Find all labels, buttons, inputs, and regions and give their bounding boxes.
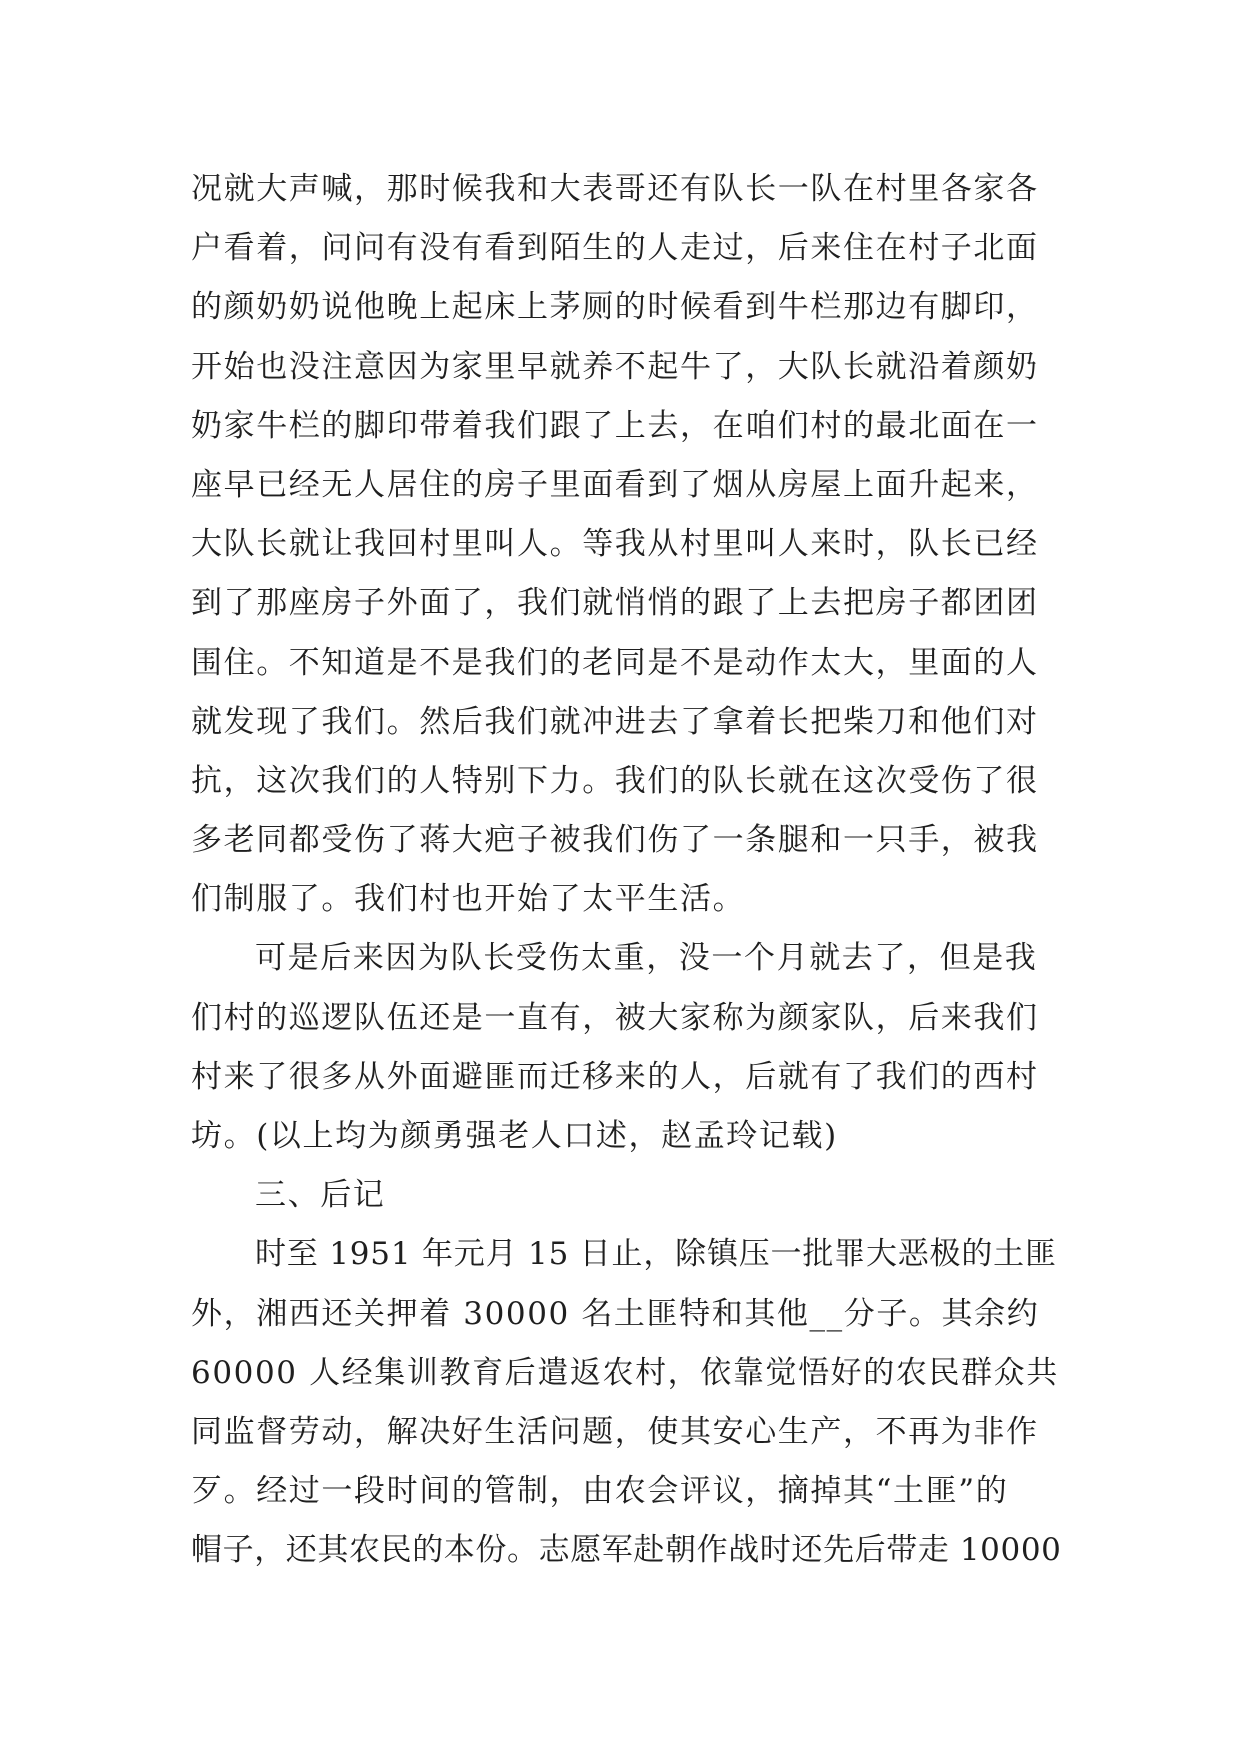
text-line: 村来了很多从外面避匪而迁移来的人，后就有了我们的西村 <box>191 1058 1039 1095</box>
text-line: 奶家牛栏的脚印带着我们跟了上去，在咱们村的最北面在一 <box>191 407 1039 444</box>
paragraph-first-line: 可是后来因为队长受伤太重，没一个月就去了，但是我 <box>255 940 1038 977</box>
paragraph-first-line: 时至 1951 年元月 15 日止，除镇压一批罪大恶极的土匪 <box>255 1236 1057 1273</box>
text-line: 多老同都受伤了蒋大疤子被我们伤了一条腿和一只手，被我 <box>191 822 1039 859</box>
text-line: 况就大声喊，那时候我和大表哥还有队长一队在村里各家各 <box>191 171 1039 207</box>
text-line: 到了那座房子外面了，我们就悄悄的跟了上去把房子都团团 <box>191 585 1039 622</box>
text-line: 60000 人经集训教育后遣返农村，依靠觉悟好的农民群众共 <box>191 1354 1059 1391</box>
text-line: 帽子，还其农民的本份。志愿军赴朝作战时还先后带走 10000 <box>191 1532 1062 1569</box>
text-line: 们制服了。我们村也开始了太平生活。 <box>191 881 746 918</box>
text-line: 围住。不知道是不是我们的老同是不是动作太大，里面的人 <box>191 644 1039 681</box>
text-line: 歹。经过一段时间的管制，由农会评议，摘掉其“土匪”的 <box>191 1473 1009 1510</box>
text-line: 外，湘西还关押着 30000 名土匪特和其他__分子。其余约 <box>191 1295 1040 1332</box>
text-line: 大队长就让我回村里叫人。等我从村里叫人来时，队长已经 <box>191 526 1039 563</box>
text-line: 们村的巡逻队伍还是一直有，被大家称为颜家队，后来我们 <box>191 999 1039 1036</box>
text-line: 的颜奶奶说他晚上起床上茅厕的时候看到牛栏那边有脚印， <box>191 289 1039 326</box>
body-text <box>191 160 1061 1581</box>
text-line: 同监督劳动，解决好生活问题，使其安心生产，不再为非作 <box>191 1413 1039 1450</box>
text-line: 抗，这次我们的人特别下力。我们的队长就在这次受伤了很 <box>191 762 1039 799</box>
text-line: 座早已经无人居住的房子里面看到了烟从房屋上面升起来， <box>191 466 1039 503</box>
text-line: 就发现了我们。然后我们就冲进去了拿着长把柴刀和他们对 <box>191 703 1039 740</box>
text-line: 开始也没注意因为家里早就养不起牛了，大队长就沿着颜奶 <box>191 348 1039 385</box>
text-line: 户看着，问问有没有看到陌生的人走过，后来住在村子北面 <box>191 230 1039 267</box>
text-line: 坊。(以上均为颜勇强老人口述，赵孟玲记载) <box>191 1118 838 1154</box>
paragraph-first-line: 三、后记 <box>255 1177 386 1214</box>
